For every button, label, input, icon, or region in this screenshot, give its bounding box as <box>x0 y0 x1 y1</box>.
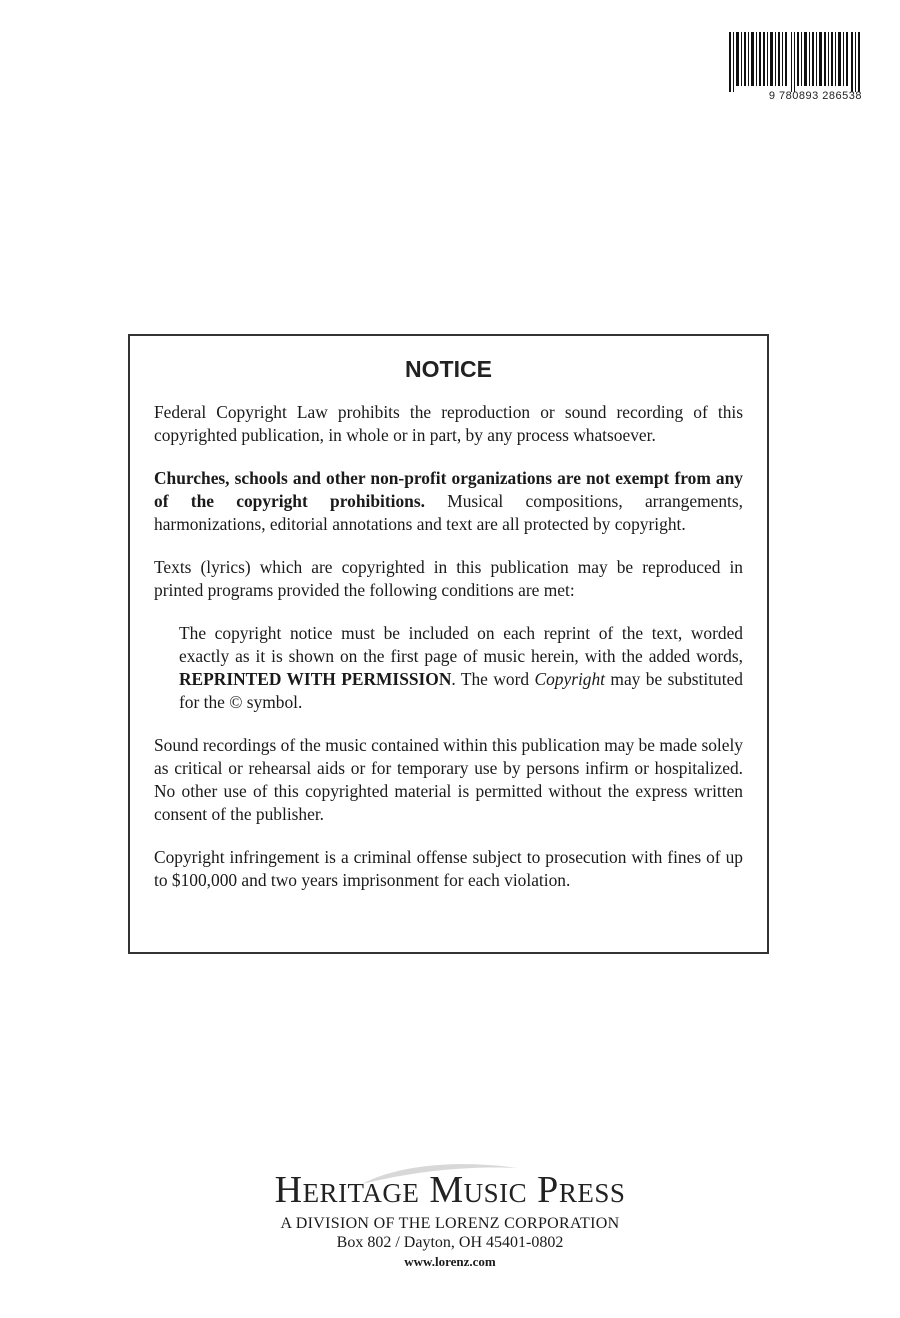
copyright-word: Copyright <box>534 669 606 689</box>
notice-paragraph-conditions <box>179 622 743 714</box>
publisher-block <box>0 1168 900 1270</box>
conditions-text-a: The copyright notice must be included on each reprint of the text, worded exactly as it is shown on the first page of music herein, with the added words, <box>179 623 743 666</box>
notice-box <box>128 334 769 954</box>
notice-paragraph-recordings: Sound recordings of the music contained within this publication may be made solely as critical or rehearsal aids or for temporary use by persons infirm or hospitalized. No other use of this copyrighted material is permitted without the express written consent of the publisher. <box>154 735 743 824</box>
conditions-text-c: may be substituted for the © symbol. <box>179 669 743 712</box>
barcode-bars <box>729 32 861 92</box>
publisher-address: Box 802 / Dayton, OH 45401-0802 <box>336 1234 564 1251</box>
exemption-text: Musical compositions, arrangements, harmonizations, editorial annotations and text are all protected by copyright. <box>154 491 743 534</box>
exemption-bold-text: Churches, schools and other non-profit organizations are not exempt from any of the copyright prohibitions. <box>154 468 743 511</box>
notice-paragraph-federal-law: Federal Copyright Law prohibits the reproduction or sound recording of this copyrighted publication, in whole or in part, by any process whatsoever. <box>154 402 743 445</box>
publisher-name: Heritage Music Press <box>274 1169 626 1211</box>
publisher-website: www.lorenz.com <box>404 1254 496 1269</box>
publisher-division: A DIVISION OF THE LORENZ CORPORATION <box>280 1215 620 1232</box>
notice-paragraph-infringement: Copyright infringement is a criminal offense subject to prosecution with fines of up to $100,000 and two years imprisonment for each violation. <box>154 847 743 890</box>
barcode-digits: 9 780893 286538 <box>768 90 862 102</box>
notice-paragraph-exemption <box>154 467 743 536</box>
reprinted-with-permission: REPRINTED WITH PERMISSION <box>179 669 452 689</box>
conditions-text-b: . The word <box>451 669 535 689</box>
notice-title: NOTICE <box>405 356 492 382</box>
notice-paragraph-lyrics: Texts (lyrics) which are copyrighted in this publication may be reproduced in printed programs provided the following conditions are met: <box>154 557 743 600</box>
